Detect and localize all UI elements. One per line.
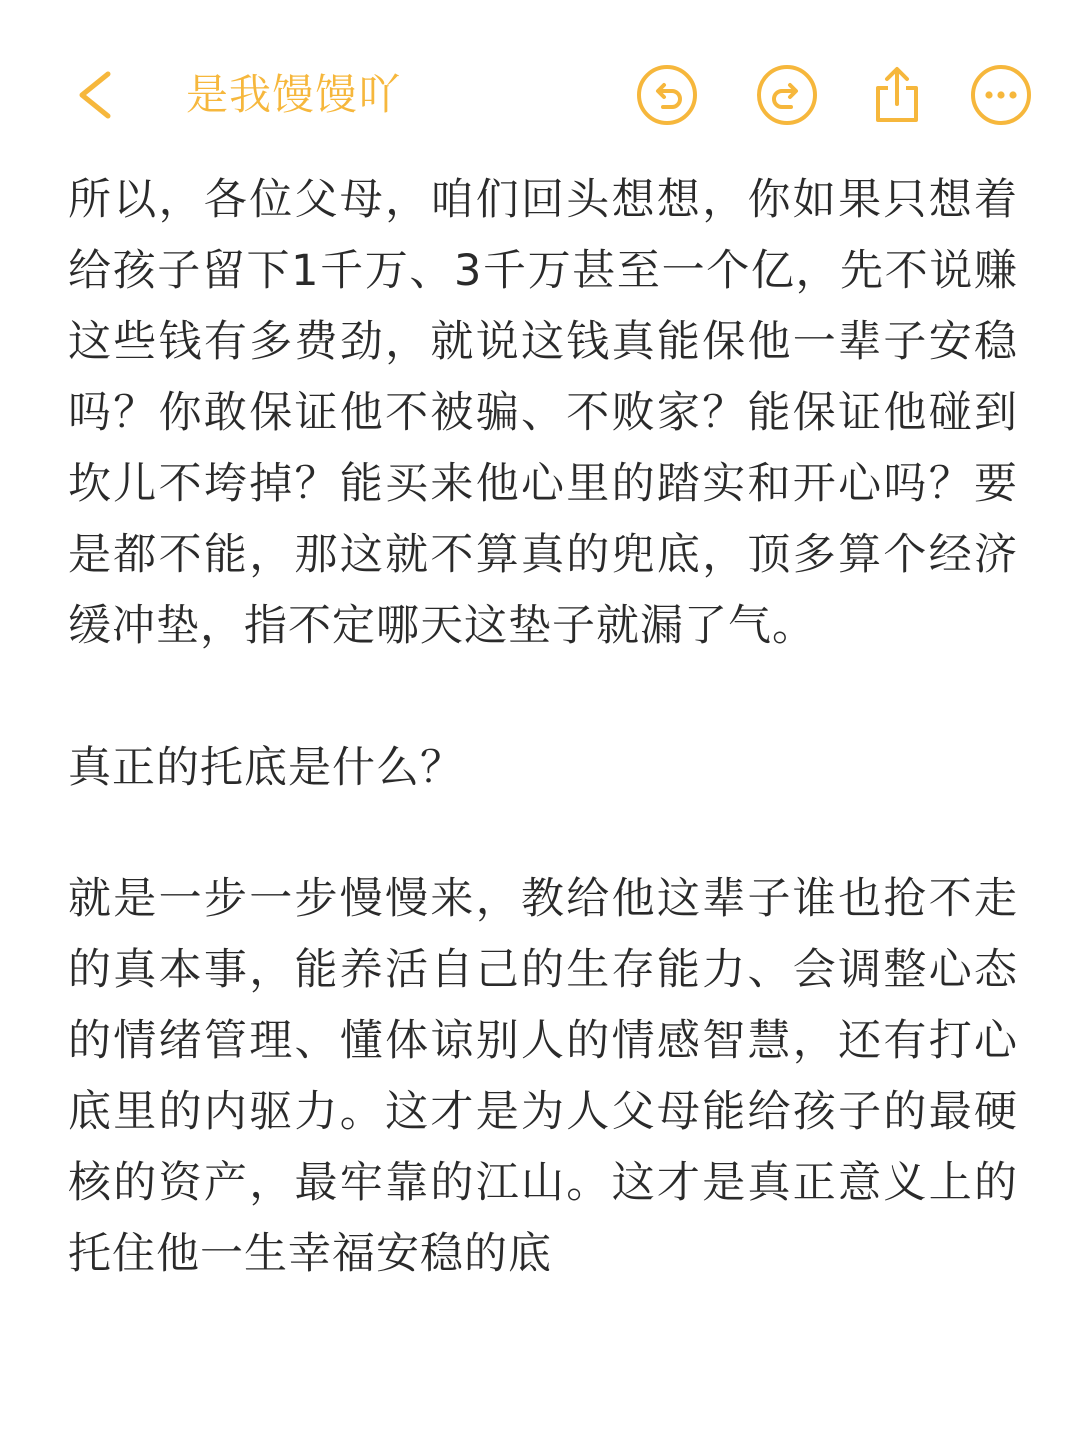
undo-icon [636, 64, 698, 126]
more-icon [970, 64, 1032, 126]
top-bar [0, 0, 1080, 190]
share-icon [866, 64, 928, 126]
chevron-left-icon [68, 64, 128, 126]
paragraph-heading: 真正的托底是什么？ [68, 743, 464, 793]
more-button[interactable] [970, 64, 1032, 126]
back-button[interactable] [68, 64, 128, 126]
page-title: 是我馒馒吖 [186, 70, 402, 119]
undo-button[interactable] [636, 64, 698, 126]
paragraph-2: 就是一步一步慢慢来，教给他这辈子谁也抢不走的真本事，能养活自己的生存能力、会调整心态的情绪管理、懂体谅别人的情感智慧，还有打心底里的内驱力。这才是为人父母能给孩子的最硬核的资产，最牢靠的江山。这才是真正意义上的托住他一生幸福安稳的底 [68, 874, 1018, 1279]
paragraph-spacer [68, 662, 1018, 733]
paragraph-1: 所以，各位父母，咱们回头想想，你如果只想着给孩子留下1千万、3千万甚至一个亿，先不说赚这些钱有多费劲，就说这钱真能保他一辈子安稳吗？你敢保证他不被骗、不败家？能保证他碰到坎儿不垮掉？能买来他心里的踏实和开心吗？要是都不能，那这就不算真的兜底，顶多算个经济缓冲垫，指不定哪天这垫子就漏了气。 [68, 175, 1018, 651]
paragraph-spacer [68, 804, 1018, 864]
redo-icon [756, 64, 818, 126]
note-body[interactable] [68, 165, 1018, 1290]
redo-button[interactable] [756, 64, 818, 126]
share-button[interactable] [866, 64, 928, 126]
